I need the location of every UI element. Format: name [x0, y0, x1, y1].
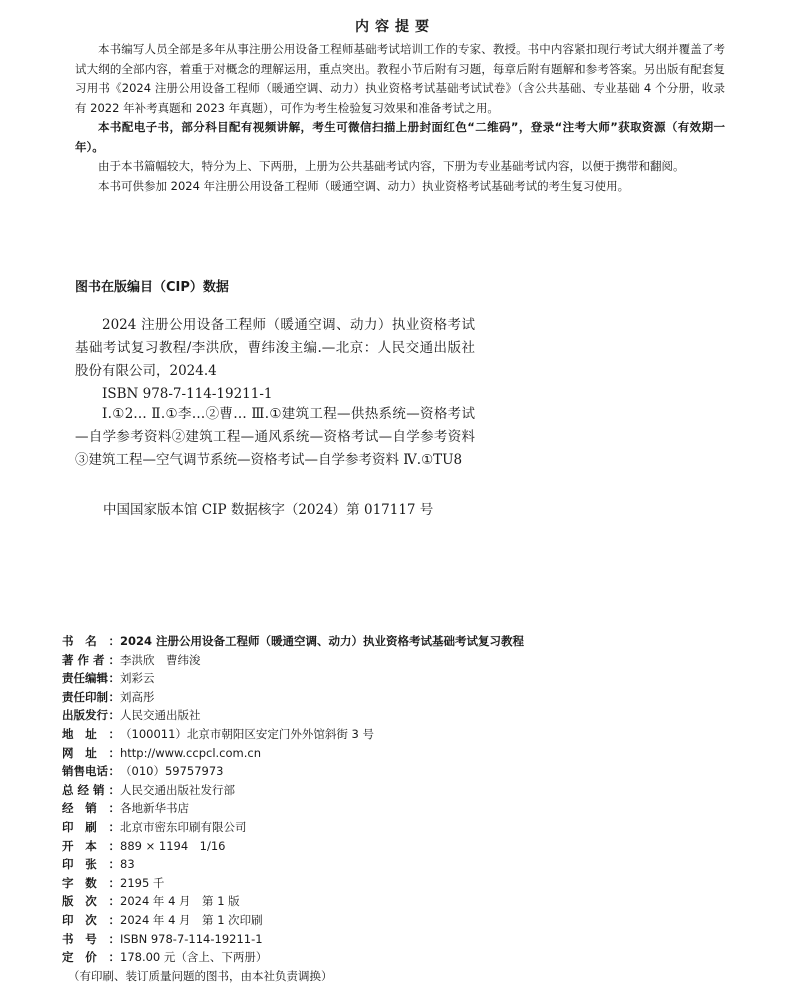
colophon-label	[62, 744, 120, 763]
colophon-label	[62, 725, 120, 744]
colophon-label	[62, 688, 120, 707]
colophon-label-char: 址	[85, 745, 97, 760]
colophon-row	[62, 892, 742, 911]
colophon-value: http://www.ccpcl.com.cn	[120, 745, 261, 760]
colophon-row	[62, 725, 742, 744]
cip-entry: 2024 注册公用设备工程师（暖通空调、动力）执业资格考试基础考试复习教程/李洪欣，曹纬浚主编.—北京：人民交通出版社股份有限公司，2024.4	[75, 317, 475, 379]
colophon-colon: ：	[108, 708, 120, 723]
colophon-colon: ：	[108, 819, 120, 834]
colophon-value: 178.00 元（含上、下两册）	[120, 950, 268, 965]
colophon-label	[62, 892, 120, 911]
colophon-value: 83	[120, 857, 135, 872]
colophon-label-char: 号	[85, 931, 97, 946]
colophon-value: （100011）北京市朝阳区安定门外外馆斜街 3 号	[120, 726, 375, 741]
colophon-row	[62, 818, 742, 837]
colophon-value: 各地新华书店	[120, 801, 189, 816]
colophon-value: 2024 年 4 月 第 1 次印刷	[120, 912, 263, 927]
colophon-value: 889 × 1194 1/16	[120, 838, 226, 853]
summary-paragraph: 本书可供参加 2024 年注册公用设备工程师（暖通空调、动力）执业资格考试基础考试的考生复习使用。	[98, 178, 630, 193]
colophon-label-char: 字	[62, 875, 74, 890]
colophon-value: 2195 千	[120, 875, 165, 890]
cip-subjects-block	[75, 403, 475, 472]
colophon-note: （有印刷、装订质量问题的图书，由本社负责调换）	[68, 968, 333, 983]
colophon-row	[62, 874, 742, 893]
colophon-row	[62, 837, 742, 856]
colophon-label	[62, 855, 120, 874]
colophon-label-char: 销	[93, 782, 105, 797]
summary-paragraph: 本书编写人员全部是多年从事注册公用设备工程师基础考试培训工作的专家、教授。书中内容紧扣现行考试大纲并覆盖了考试大纲的全部内容，着重于对概念的理解运用，重点突出。教程小节后附有习题，每章后附有题解和参考答案。另出版有配套复习用书《2024 注册公用设备工程师（暖通空调、动力）执业资格考试基础考试试卷》（含公共基础、专业基础 4 个分册，收录有 2022 年补考真题和 2023 年真题），可作为考生检验复习效果和准备考试之用。	[75, 42, 725, 115]
summary-body	[75, 40, 725, 196]
colophon-colon: ：	[108, 671, 120, 686]
colophon-label	[62, 669, 120, 688]
colophon-value: ISBN 978-7-114-19211-1	[120, 931, 263, 946]
colophon-colon: ：	[108, 912, 120, 927]
colophon-value: 北京市密东印刷有限公司	[120, 819, 247, 834]
colophon-label	[62, 799, 120, 818]
summary-title: 内容提要	[355, 19, 435, 35]
colophon-colon: ：	[108, 857, 120, 872]
colophon-colon: ：	[108, 801, 120, 816]
colophon-label-char: 销售电话	[62, 764, 108, 779]
colophon-label-char: 网	[62, 745, 74, 760]
cip-check-number: 中国国家版本馆 CIP 数据核字（2024）第 017117 号	[103, 502, 434, 518]
colophon-colon: ：	[108, 894, 120, 909]
colophon-label-char: 名	[85, 634, 97, 648]
colophon-colon: ：	[108, 652, 120, 667]
colophon-colon: ：	[108, 782, 120, 797]
colophon-label-char: 者	[93, 652, 105, 667]
colophon-label-char: 数	[85, 875, 97, 890]
colophon-colon: ：	[108, 931, 120, 946]
colophon-label-char: 印	[62, 857, 74, 872]
colophon-label	[62, 781, 120, 800]
colophon-label-char: 址	[85, 726, 97, 741]
colophon-label-char: 价	[85, 950, 97, 965]
colophon-label-char: 出版发行	[62, 708, 108, 723]
colophon-label-char: 定	[62, 950, 74, 965]
colophon-value: 2024 年 4 月 第 1 版	[120, 894, 240, 909]
colophon-label	[62, 706, 120, 725]
colophon-value: （010）59757973	[120, 764, 224, 779]
colophon-label	[62, 632, 120, 651]
colophon-label-char: 著	[62, 652, 74, 667]
colophon-label-char: 作	[77, 652, 89, 667]
colophon-colon: ：	[108, 634, 120, 648]
cip-subjects: Ⅰ.①2… Ⅱ.①李…②曹… Ⅲ.①建筑工程—供热系统—资格考试—自学参考资料②建筑工程—通风系统—资格考试—自学参考资料③建筑工程—空气调节系统—资格考试—自学参考资料 Ⅳ.①TU8	[75, 406, 475, 468]
colophon-colon: ：	[108, 950, 120, 965]
colophon	[62, 632, 742, 985]
colophon-value: 人民交通出版社发行部	[120, 782, 235, 797]
colophon-row	[62, 855, 742, 874]
colophon-label-char: 地	[62, 726, 74, 741]
colophon-label-char: 本	[85, 838, 97, 853]
colophon-value: 人民交通出版社	[120, 708, 201, 723]
colophon-label-char: 责任印制	[62, 689, 108, 704]
colophon-row	[62, 930, 742, 949]
colophon-row	[62, 632, 742, 651]
colophon-label	[62, 762, 120, 781]
colophon-label-char: 销	[85, 801, 97, 816]
colophon-label-char: 责任编辑	[62, 671, 108, 686]
colophon-label	[62, 948, 120, 967]
colophon-label	[62, 837, 120, 856]
cip-isbn: ISBN 978-7-114-19211-1	[102, 386, 273, 402]
colophon-row	[62, 669, 742, 688]
colophon-value: 2024 注册公用设备工程师（暖通空调、动力）执业资格考试基础考试复习教程	[120, 634, 525, 648]
colophon-label-char: 张	[85, 857, 97, 872]
colophon-row	[62, 799, 742, 818]
colophon-label-char: 刷	[85, 819, 97, 834]
cip-title: 图书在版编目（CIP）数据	[75, 280, 229, 295]
colophon-label-char: 书	[62, 931, 74, 946]
colophon-label-char: 经	[77, 782, 89, 797]
colophon-label-char: 次	[85, 894, 97, 909]
colophon-value: 刘高彤	[120, 689, 155, 704]
colophon-label-char: 印	[62, 912, 74, 927]
colophon-value: 刘彩云	[120, 671, 155, 686]
colophon-label	[62, 874, 120, 893]
colophon-label-char: 经	[62, 801, 74, 816]
colophon-colon: ：	[108, 875, 120, 890]
colophon-label	[62, 911, 120, 930]
colophon-row	[62, 911, 742, 930]
colophon-label-char: 开	[62, 838, 74, 853]
colophon-row	[62, 688, 742, 707]
colophon-label	[62, 651, 120, 670]
colophon-label-char: 次	[85, 912, 97, 927]
colophon-label	[62, 930, 120, 949]
colophon-colon: ：	[108, 689, 120, 704]
colophon-colon: ：	[108, 838, 120, 853]
colophon-label-char: 书	[62, 634, 74, 648]
colophon-value: 李洪欣 曹纬浚	[120, 652, 201, 667]
colophon-label-char: 版	[62, 894, 74, 909]
colophon-row	[62, 651, 742, 670]
colophon-label-char: 印	[62, 819, 74, 834]
summary-paragraph: 本书配电子书，部分科目配有视频讲解，考生可微信扫描上册封面红色“二维码”，登录“注考大师”获取资源（有效期一年）。	[75, 120, 725, 154]
colophon-row	[62, 781, 742, 800]
colophon-row	[62, 762, 742, 781]
colophon-colon: ：	[108, 764, 120, 779]
colophon-label-char: 总	[62, 782, 74, 797]
summary-paragraph: 由于本书篇幅较大，特分为上、下两册，上册为公共基础考试内容，下册为专业基础考试内容，以便于携带和翻阅。	[98, 159, 685, 173]
colophon-row	[62, 706, 742, 725]
colophon-colon: ：	[108, 745, 120, 760]
colophon-label	[62, 818, 120, 837]
colophon-row	[62, 744, 742, 763]
colophon-row	[62, 948, 742, 967]
cip-entry-block	[75, 314, 475, 406]
colophon-colon: ：	[108, 726, 120, 741]
